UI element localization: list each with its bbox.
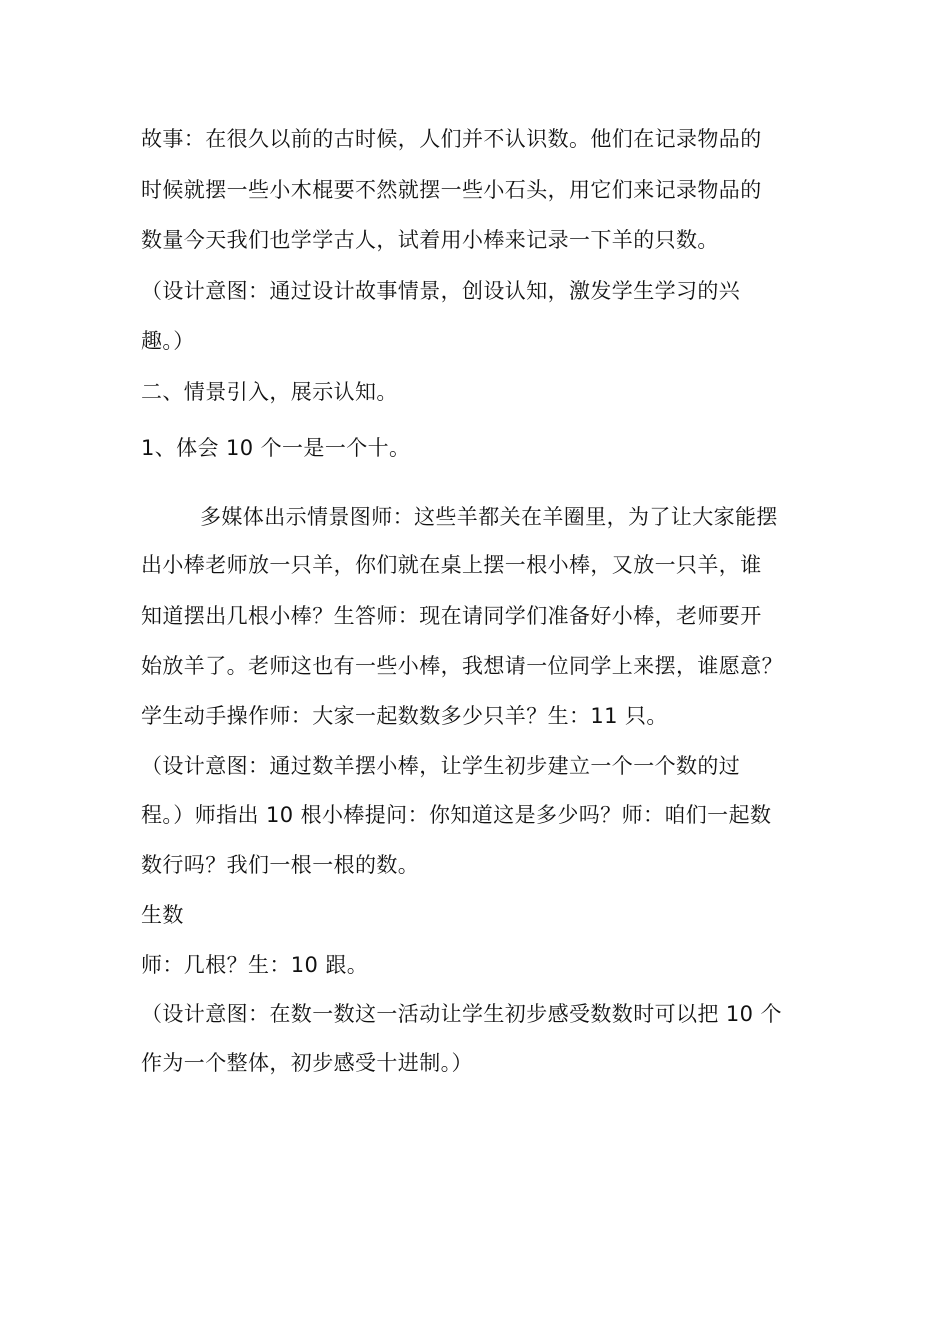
- story-line-2: 时候就摆一些小木棍要不然就摆一些小石头，用它们来记录物品的: [141, 178, 762, 202]
- design-intent-1-line-2: 趣。）: [141, 329, 195, 353]
- design-intent-2-line-1: （设计意图：通过数羊摆小棒，让学生初步建立一个一个数的过: [141, 754, 741, 778]
- section-heading-2: 二、情景引入，展示认知。: [141, 380, 398, 404]
- teacher-question-line: 师：几根？生：10 跟。: [141, 953, 369, 977]
- design-intent-3-line-2: 作为一个整体，初步感受十进制。）: [141, 1051, 473, 1075]
- design-intent-2-line-2: 程。）师指出 10 根小棒提问：你知道这是多少吗？师：咱们一起数: [141, 803, 772, 827]
- student-count-line: 生数: [141, 903, 184, 927]
- story-line-3: 数量今天我们也学学古人，试着用小棒来记录一下羊的只数。: [141, 228, 719, 252]
- activity-paragraph-line-2: 出小棒老师放一只羊，你们就在桌上摆一根小棒，又放一只羊，谁: [141, 553, 762, 577]
- activity-paragraph-line-1: 多媒体出示情景图师：这些羊都关在羊圈里，为了让大家能摆: [200, 505, 778, 529]
- design-intent-2-line-3: 数行吗？我们一根一根的数。: [141, 853, 420, 877]
- activity-paragraph-line-4: 始放羊了。老师这也有一些小棒，我想请一位同学上来摆，谁愿意？: [141, 654, 783, 678]
- subsection-heading-1: 1、体会 10 个一是一个十。: [141, 436, 411, 460]
- activity-paragraph-line-3: 知道摆出几根小棒？生答师：现在请同学们准备好小棒，老师要开: [141, 604, 762, 628]
- design-intent-3-line-1: （设计意图：在数一数这一活动让学生初步感受数数时可以把 10 个: [141, 1002, 782, 1026]
- activity-paragraph-line-5: 学生动手操作师：大家一起数数多少只羊？生：11 只。: [141, 704, 668, 728]
- story-line-1: 故事：在很久以前的古时候，人们并不认识数。他们在记录物品的: [141, 127, 762, 151]
- design-intent-1-line-1: （设计意图：通过设计故事情景，创设认知，激发学生学习的兴: [141, 279, 741, 303]
